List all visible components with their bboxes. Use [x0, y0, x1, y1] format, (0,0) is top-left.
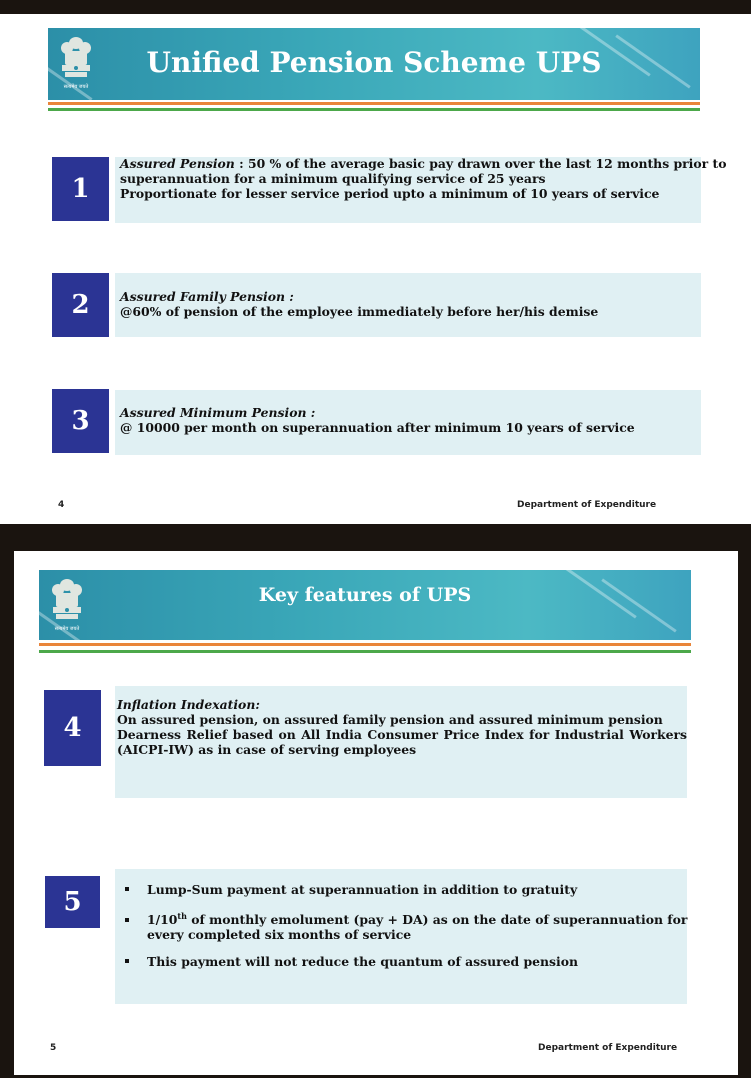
title-banner	[39, 570, 691, 640]
item-heading: Assured Family Pension :	[120, 289, 294, 304]
assured-family-pension-text	[120, 289, 695, 319]
number-label: 1	[71, 174, 90, 204]
page-number: 4	[58, 500, 65, 510]
number-label: 3	[71, 406, 90, 436]
item-line: @ 10000 per month on superannuation after minimum 10 years of service	[120, 420, 635, 435]
number-box-4	[44, 690, 101, 766]
assured-pension-text	[120, 156, 727, 201]
title-banner	[48, 28, 700, 100]
superscript: th	[177, 911, 187, 921]
orange-stripe	[48, 102, 700, 105]
number-label: 5	[63, 887, 82, 917]
item-line: : 50 % of the average basic pay drawn over the last 12 months prior to	[234, 156, 727, 171]
green-stripe	[39, 650, 691, 653]
number-box-2	[52, 273, 109, 337]
list-item	[115, 954, 685, 969]
emblem-caption: सत्यमेव जयते	[54, 626, 80, 632]
bullet-text: of monthly emolument (pay + DA) as on the date of superannuation for	[186, 912, 688, 928]
bullet-icon	[125, 959, 129, 963]
inflation-indexation-text	[117, 697, 687, 757]
number-label: 2	[71, 290, 90, 320]
list-item	[115, 882, 685, 897]
item-line: superannuation for a minimum qualifying service of 25 years	[120, 171, 546, 186]
bullet-text: This payment will not reduce the quantum of assured pension	[147, 954, 578, 970]
emblem-caption: सत्यमेव जयते	[63, 84, 89, 90]
bullet-text: Lump-Sum payment at superannuation in addition to gratuity	[147, 882, 578, 897]
item-line: Proportionate for lesser service period upto a minimum of 10 years of service	[120, 186, 660, 201]
slide-title: Key features of UPS	[258, 584, 472, 606]
bullet-icon	[125, 918, 129, 922]
item-heading: Assured Pension	[120, 156, 235, 171]
item-heading: Assured Minimum Pension :	[120, 405, 316, 420]
footer-department: Department of Expenditure	[517, 500, 657, 510]
footer-department: Department of Expenditure	[538, 1043, 678, 1053]
item-heading: Inflation Indexation:	[117, 697, 260, 712]
bullet-text: every completed six months of service	[147, 927, 412, 943]
slide-title: Unified Pension Scheme UPS	[146, 46, 602, 79]
item-line: (AICPI-IW) as in case of serving employees	[117, 742, 417, 757]
slide-5	[14, 551, 738, 1075]
bullet-icon	[125, 887, 129, 891]
number-box-5	[45, 876, 100, 928]
number-label: 4	[63, 713, 82, 743]
list-item	[115, 909, 688, 943]
item-line: On assured pension, on assured family pension and assured minimum pension	[117, 712, 663, 727]
item-line: Dearness Relief based on All India Consumer Price Index for Industrial Workers	[117, 727, 687, 742]
page-number: 5	[50, 1043, 57, 1053]
number-box-1	[52, 157, 109, 221]
green-stripe	[48, 108, 700, 111]
assured-minimum-pension-text	[120, 405, 695, 435]
orange-stripe	[39, 643, 691, 646]
bullet-text: 1/10	[147, 912, 178, 928]
item-line: @60% of pension of the employee immediately before her/his demise	[120, 304, 599, 319]
lump-sum-bullets	[115, 882, 688, 981]
number-box-3	[52, 389, 109, 453]
slide-4	[0, 14, 751, 524]
